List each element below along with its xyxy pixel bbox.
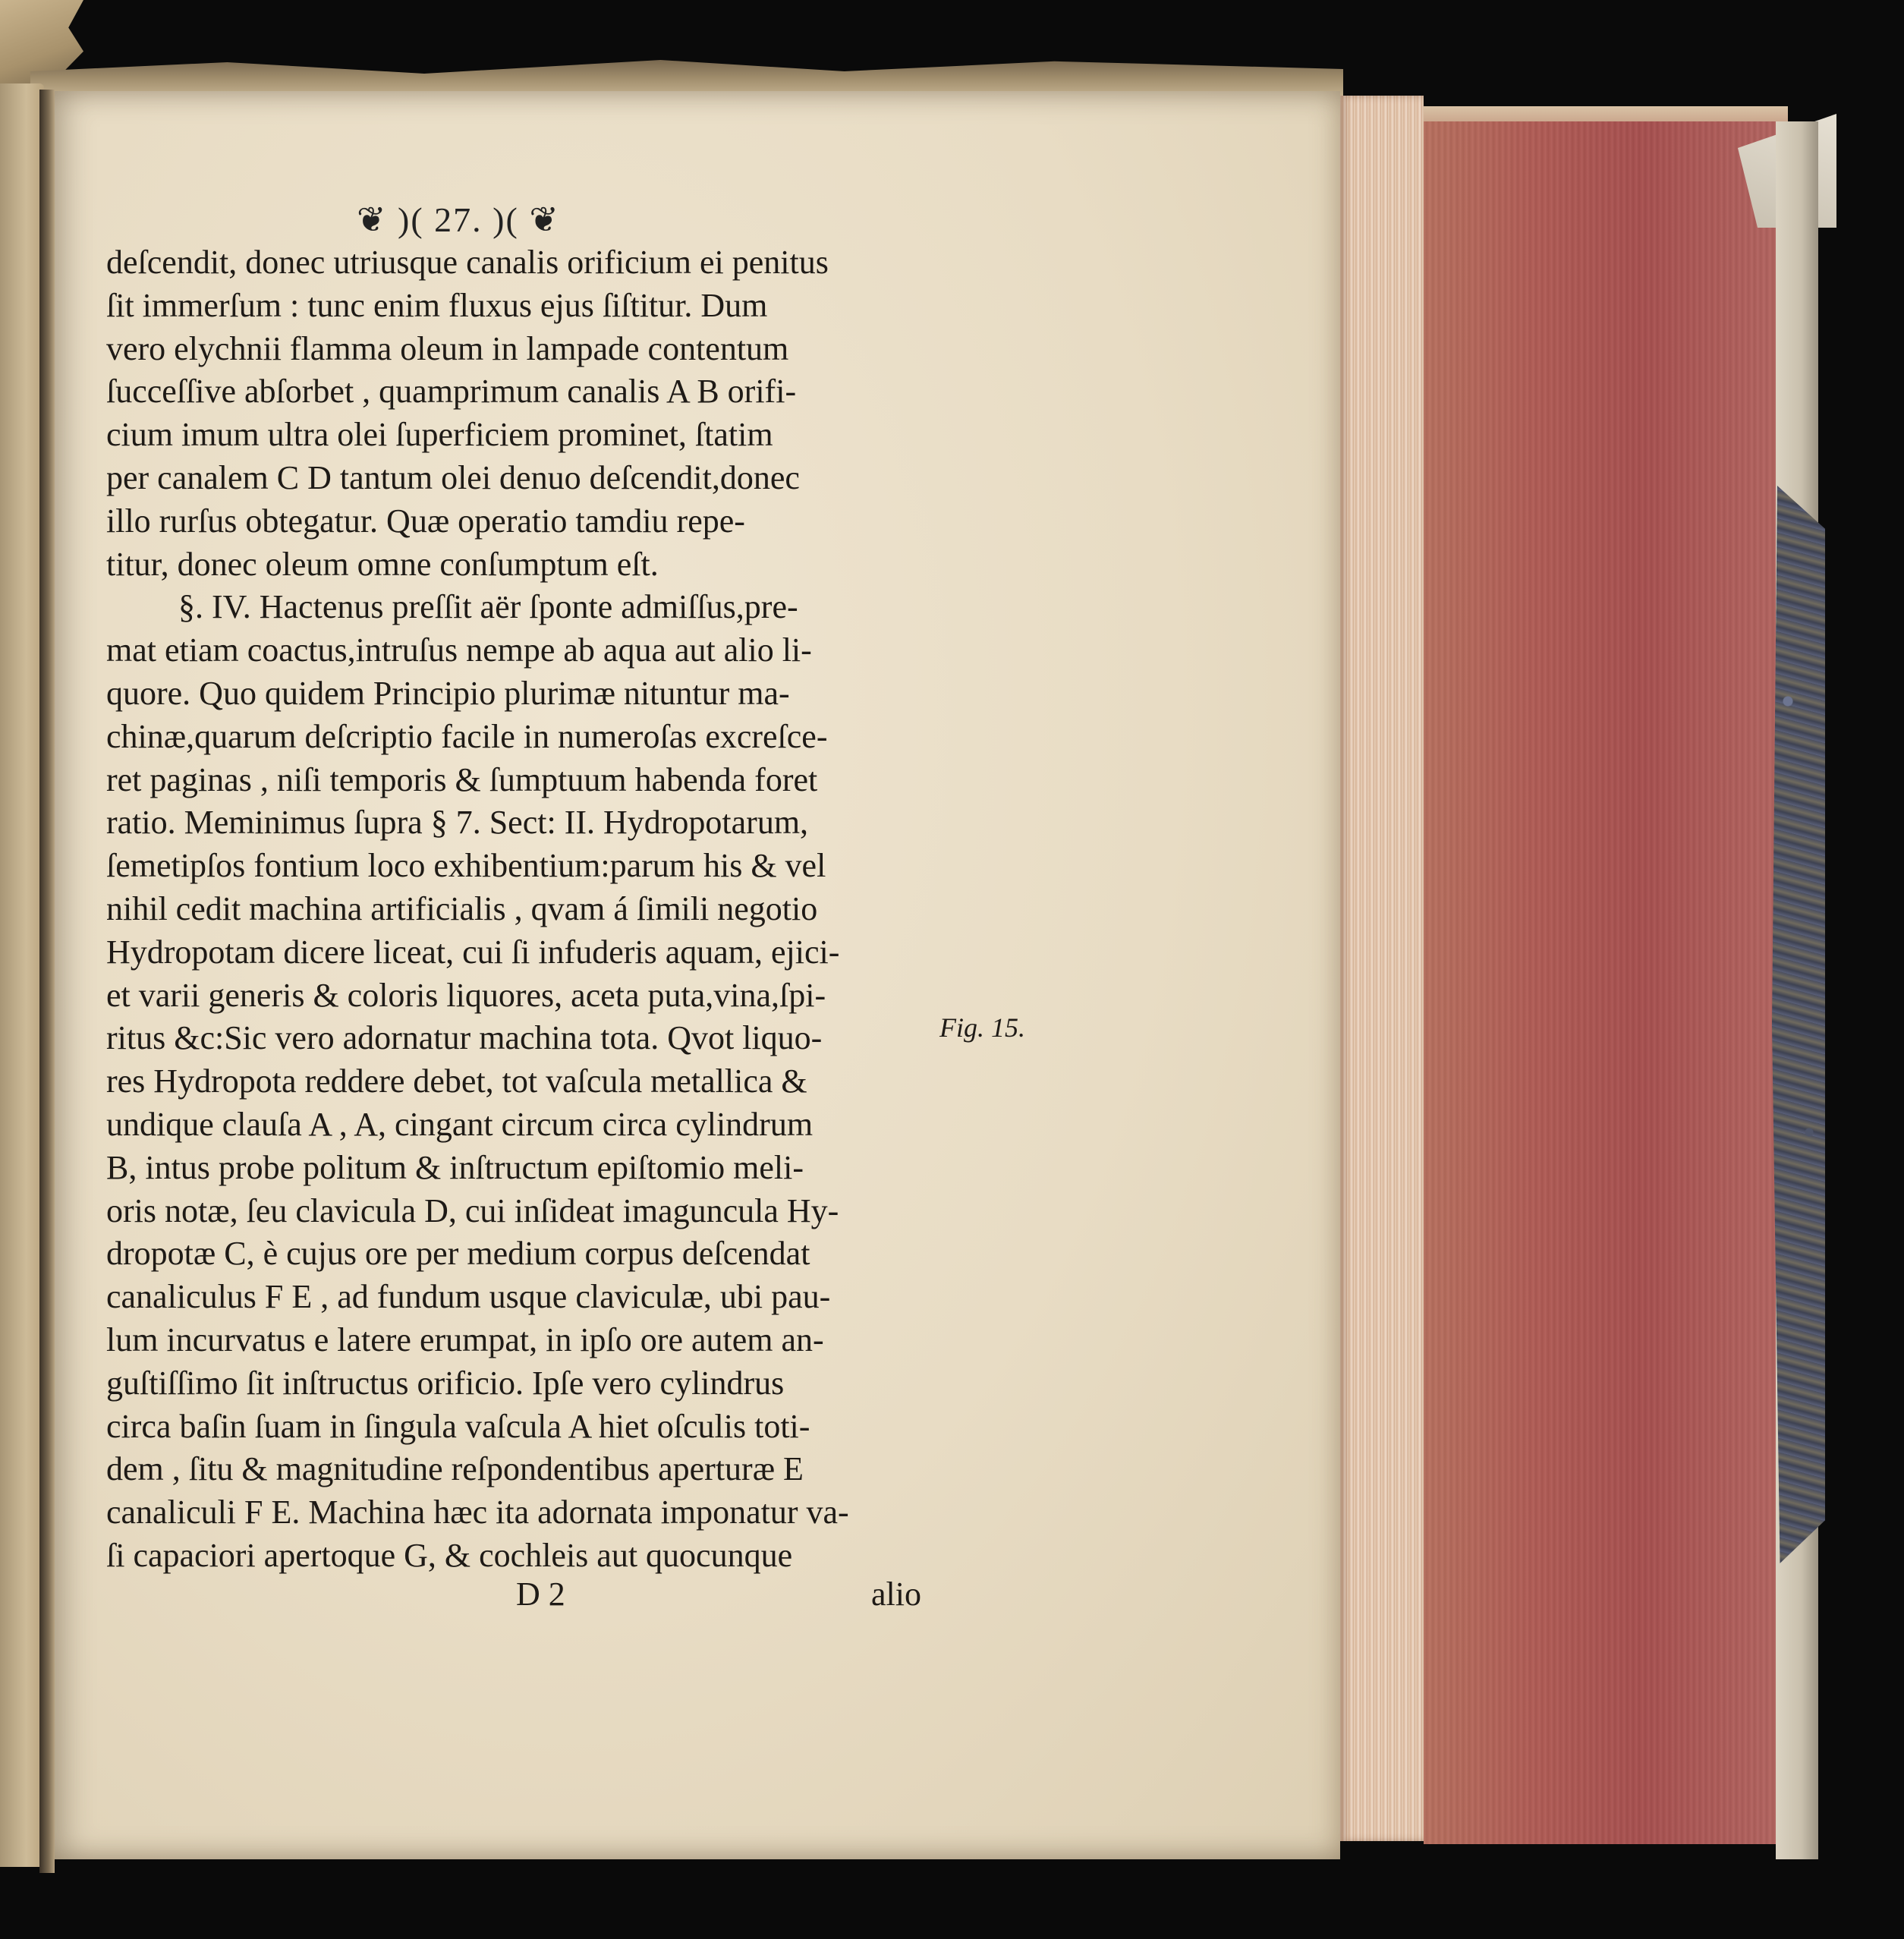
text-line: ſit immerſum : tunc enim fluxus ejus ſiſtitur. Dum: [106, 286, 768, 324]
fore-edge-pages: [1340, 96, 1424, 1841]
text-line: chinæ,quarum deſcriptio facile in numeroſas excreſce-: [106, 717, 828, 755]
text-line: per canalem C D tantum olei denuo deſcendit,donec: [106, 458, 800, 496]
catchword: alio: [871, 1575, 921, 1613]
facing-page-edge: [0, 83, 44, 1867]
text-line: illo rurſus obtegatur. Quæ operatio tamdiu repe-: [106, 502, 745, 540]
text-line: ritus &c:Sic vero adornatur machina tota. Qvot liquo-: [106, 1019, 823, 1057]
text-line: lum incurvatus e latere erumpat, in ipſo ore autem an-: [106, 1320, 824, 1358]
text-line: mat etiam coactus,intruſus nempe ab aqua aut alio li-: [106, 631, 812, 669]
text-line: oris notæ, ſeu clavicula D, cui inſideat imaguncula Hy-: [106, 1191, 839, 1229]
running-header: ❦ )( 27. )( ❦: [357, 200, 560, 239]
text-line: ratio. Meminimus ſupra § 7. Sect: II. Hydropotarum,: [106, 804, 809, 842]
text-line: B, intus probe politum & inſtructum epiſtomio meli-: [106, 1148, 804, 1186]
text-line: deſcendit, donec utriusque canalis orificium ei penitus: [106, 244, 829, 281]
signature-mark: D 2: [516, 1575, 565, 1613]
text-line: ſi capaciori apertoque G, & cochleis aut quocunque: [106, 1536, 793, 1574]
text-line: dropotæ C, è cujus ore per medium corpus deſcendat: [106, 1235, 810, 1273]
text-line: Hydropotam dicere liceat, cui ſi infuderis aquam, ejici-: [106, 933, 840, 971]
text-line: guſtiſſimo ſit inſtructus orificio. Ipſe vero cylindrus: [106, 1364, 785, 1402]
text-line: et varii generis & coloris liquores, aceta puta,vina,ſpi-: [106, 976, 826, 1014]
text-line: undique clauſa A , A, cingant circum circa cylindrum: [106, 1105, 814, 1143]
book-gutter: [39, 90, 55, 1873]
text-line: cium imum ultra olei ſuperficiem prominet, ſtatim: [106, 416, 773, 454]
text-line: nihil cedit machina artificialis , qvam á ſimili negotio: [106, 889, 818, 927]
text-line: ſemetipſos fontium loco exhibentium:parum his & vel: [106, 847, 826, 885]
text-line: canaliculi F E. Machina hæc ita adornata imponatur va-: [106, 1494, 849, 1531]
marbled-cover-paper: [1772, 486, 1825, 1563]
text-line: §. IV. Hactenus preſſit aër ſponte admiſſus,pre-: [178, 588, 798, 626]
text-line: quore. Quo quidem Principio plurimæ nituntur ma-: [106, 674, 790, 712]
text-line: vero elychnii flamma oleum in lampade contentum: [106, 329, 789, 367]
text-line: titur, donec oleum omne conſumptum eſt.: [106, 545, 659, 583]
text-line: res Hydropota reddere debet, tot vaſcula metallica &: [106, 1062, 807, 1100]
figure-reference: Fig. 15.: [939, 1012, 1025, 1043]
text-line: circa baſin ſuam in ſingula vaſcula A hiet oſculis toti-: [106, 1407, 810, 1445]
red-sprinkled-fore-edge: [1424, 121, 1788, 1844]
text-line: canaliculus F E , ad fundum usque claviculæ, ubi pau-: [106, 1278, 831, 1316]
text-line: dem , ſitu & magnitudine reſpondentibus aperturæ E: [106, 1450, 804, 1488]
text-block: [106, 241, 949, 1578]
text-line: ret paginas , niſi temporis & ſumptuum habenda foret: [106, 760, 818, 798]
text-line: ſucceſſive abſorbet , quamprimum canalis A B orifi-: [106, 373, 797, 411]
